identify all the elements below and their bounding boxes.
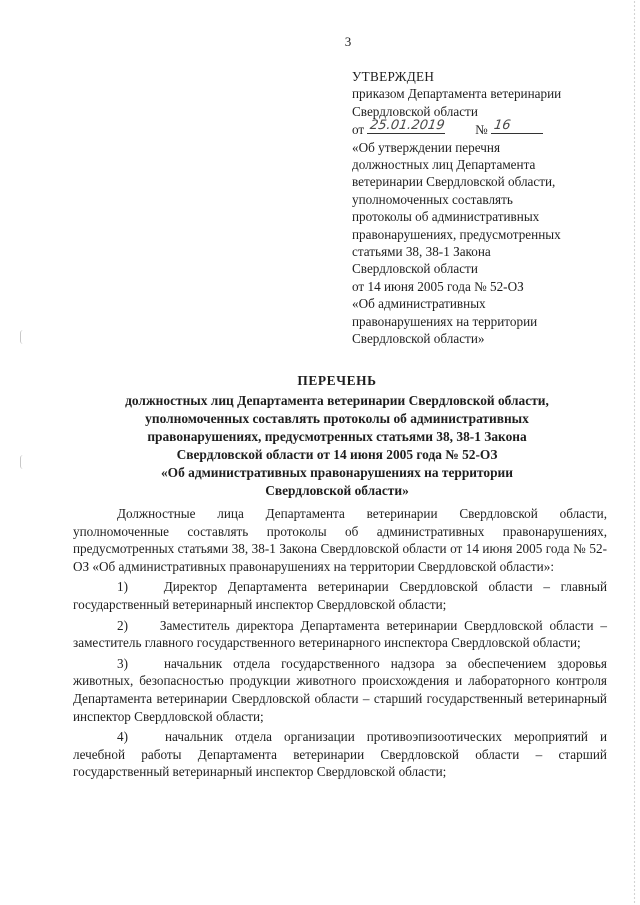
title-line: правонарушениях, предусмотренных статьями 38, 38-1 Закона <box>147 429 527 444</box>
list-item <box>73 617 607 652</box>
approval-subject-line: Свердловской области» <box>352 331 485 347</box>
item-number: 1) <box>117 579 128 595</box>
approval-subject-line: «Об административных <box>352 296 486 312</box>
title-heading: ПЕРЕЧЕНЬ <box>297 373 377 388</box>
list-item <box>73 578 607 613</box>
approval-subject-line: от 14 июня 2005 года № 52-ОЗ <box>352 278 524 294</box>
title-line: Свердловской области от 14 июня 2005 года № 52-ОЗ <box>176 447 498 462</box>
item-text: начальник отдела государственного надзора за обеспечением здоровья животных, безопасностью продукции животного происхождения и лабораторного контроля Департамента ветеринарии Свердловской области – старший государственный ветеринарный инспектор Свердловской области; <box>73 655 607 724</box>
date-blank <box>367 120 445 134</box>
item-number: 4) <box>117 729 128 745</box>
approval-heading: УТВЕРЖДЕН <box>352 69 435 84</box>
item-text: Директор Департамента ветеринарии Свердловской области – главный государственный ветеринарный инспектор Свердловской области; <box>73 579 608 612</box>
item-text: начальник отдела организации противоэпизоотических мероприятий и лечебной работы Департамента ветеринарии Свердловской области – старший государственный ветеринарный инспектор Свердловской области; <box>73 729 608 780</box>
approval-subject-line: «Об утверждении перечня <box>352 139 501 155</box>
number-prefix: № <box>475 122 488 138</box>
item-number: 3) <box>117 655 128 671</box>
number-blank <box>491 120 543 134</box>
item-number: 2) <box>117 617 128 633</box>
handwritten-number: 16 <box>493 118 512 134</box>
document-body <box>73 505 607 784</box>
approval-subject-line: должностных лиц Департамента <box>352 157 536 173</box>
approval-line: Свердловской области <box>352 103 478 119</box>
list-item <box>73 728 607 781</box>
scan-artifact <box>20 455 27 469</box>
handwritten-date: 25.01.2019 <box>369 118 447 134</box>
list-item <box>73 655 607 725</box>
title-line: «Об административных правонарушениях на территории <box>160 465 513 480</box>
title-line: Свердловской области» <box>265 483 409 498</box>
scan-artifact <box>20 330 27 344</box>
title-line: должностных лиц Департамента ветеринарии Свердловской области, <box>125 393 549 408</box>
approval-line: приказом Департамента ветеринарии <box>352 86 562 102</box>
approval-subject-line: статьями 38, 38-1 Закона <box>352 244 491 260</box>
intro-paragraph: Должностные лица Департамента ветеринарии Свердловской области, уполномоченные составлять протоколы об административных правонарушениях, предусмотренных статьями 38, 38-1 Закона Свердловской области от 14 июня 2005 года № 52-ОЗ «Об административных правонарушениях на территории Свердловской области»: <box>73 506 607 574</box>
approval-subject-line: Свердловской области <box>352 261 478 277</box>
date-prefix: от <box>352 122 365 138</box>
approval-subject-line: ветеринарии Свердловской области, <box>352 174 556 190</box>
approval-date-line <box>352 120 602 138</box>
approval-subject-line: правонарушениях на территории <box>352 313 538 329</box>
approval-subject-line: правонарушениях, предусмотренных <box>352 226 561 242</box>
approval-subject-line: протоколы об административных <box>352 209 540 225</box>
approval-block <box>352 68 602 348</box>
page-number: 3 <box>344 34 352 49</box>
approval-subject-line: уполномоченных составлять <box>352 191 513 207</box>
scan-edge-dots <box>633 0 636 905</box>
document-title <box>92 372 582 500</box>
item-text: Заместитель директора Департамента ветеринарии Свердловской области – заместитель главного государственного ветеринарного инспектора Свердловской области; <box>73 617 607 651</box>
title-line: уполномоченных составлять протоколы об административных <box>145 411 529 426</box>
